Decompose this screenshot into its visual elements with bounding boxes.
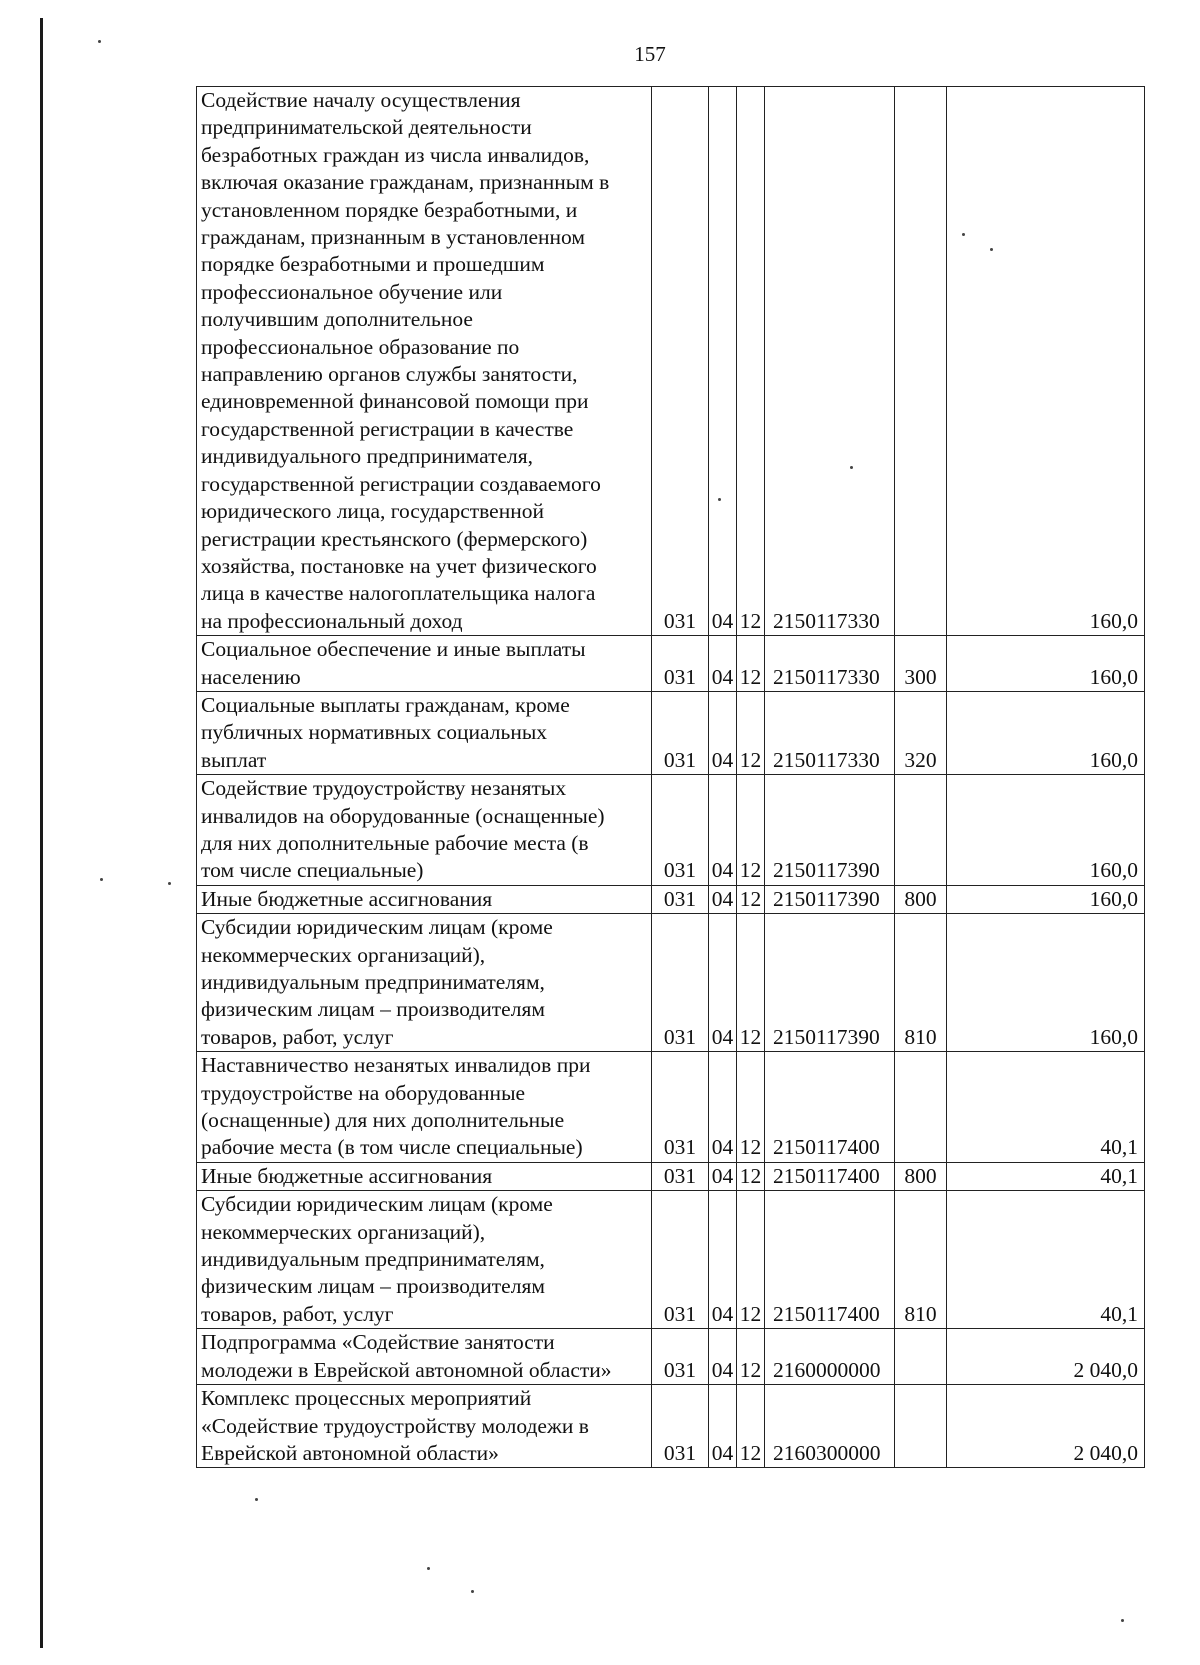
expense-type-cell: 810 (895, 914, 947, 1052)
section-code-cell: 04 (709, 1329, 737, 1385)
amount-cell: 160,0 (947, 636, 1145, 692)
amount-cell: 160,0 (947, 691, 1145, 774)
target-article-cell: 2150117330 (765, 691, 895, 774)
target-article-cell: 2150117330 (765, 636, 895, 692)
ministry-code-cell: 031 (652, 885, 709, 913)
subsection-code-cell: 12 (737, 691, 765, 774)
table-row (197, 914, 1145, 1052)
table-row (197, 1052, 1145, 1163)
table-row (197, 885, 1145, 913)
target-article-cell: 2150117330 (765, 87, 895, 636)
expense-type-cell: 320 (895, 691, 947, 774)
amount-cell: 40,1 (947, 1191, 1145, 1329)
scan-speck (1121, 1619, 1124, 1622)
ministry-code-cell: 031 (652, 636, 709, 692)
amount-cell: 40,1 (947, 1162, 1145, 1190)
ministry-code-cell: 031 (652, 691, 709, 774)
target-article-cell: 2150117400 (765, 1052, 895, 1163)
row-name-cell: Социальное обеспечение и иные выплаты населению (197, 636, 652, 692)
subsection-code-cell: 12 (737, 1191, 765, 1329)
expense-type-cell: 300 (895, 636, 947, 692)
section-code-cell: 04 (709, 87, 737, 636)
expense-type-cell: 800 (895, 1162, 947, 1190)
subsection-code-cell: 12 (737, 1329, 765, 1385)
subsection-code-cell: 12 (737, 1162, 765, 1190)
scan-speck (427, 1567, 430, 1570)
budget-table (196, 86, 1145, 1468)
page-number: 157 (634, 42, 666, 66)
row-name-cell: Подпрограмма «Содействие занятости молодежи в Еврейской автономной области» (197, 1329, 652, 1385)
scan-speck (718, 498, 721, 501)
ministry-code-cell: 031 (652, 1162, 709, 1190)
row-name-cell: Субсидии юридическим лицам (кроме некоммерческих организаций), индивидуальным предпринимателям, физическим лицам – производителям товаров, работ, услуг (197, 1191, 652, 1329)
subsection-code-cell: 12 (737, 87, 765, 636)
scan-speck (962, 233, 965, 236)
scan-speck (100, 878, 103, 881)
table-row (197, 1162, 1145, 1190)
ministry-code-cell: 031 (652, 1385, 709, 1468)
target-article-cell: 2150117390 (765, 775, 895, 886)
expense-type-cell: 800 (895, 885, 947, 913)
row-name-cell: Комплекс процессных мероприятий «Содействие трудоустройству молодежи в Еврейской автономной области» (197, 1385, 652, 1468)
target-article-cell: 2160000000 (765, 1329, 895, 1385)
target-article-cell: 2150117390 (765, 914, 895, 1052)
target-article-cell: 2160300000 (765, 1385, 895, 1468)
subsection-code-cell: 12 (737, 1385, 765, 1468)
amount-cell: 160,0 (947, 775, 1145, 886)
ministry-code-cell: 031 (652, 1329, 709, 1385)
section-code-cell: 04 (709, 914, 737, 1052)
ministry-code-cell: 031 (652, 1052, 709, 1163)
section-code-cell: 04 (709, 636, 737, 692)
subsection-code-cell: 12 (737, 914, 765, 1052)
table-row (197, 1329, 1145, 1385)
scan-speck (990, 248, 993, 251)
scan-speck (168, 882, 171, 885)
target-article-cell: 2150117390 (765, 885, 895, 913)
section-code-cell: 04 (709, 885, 737, 913)
table-row (197, 87, 1145, 636)
subsection-code-cell: 12 (737, 775, 765, 886)
section-code-cell: 04 (709, 691, 737, 774)
scan-edge-line (40, 18, 43, 1648)
amount-cell: 160,0 (947, 885, 1145, 913)
expense-type-cell (895, 1385, 947, 1468)
amount-cell: 160,0 (947, 87, 1145, 636)
scan-speck (255, 1498, 258, 1501)
subsection-code-cell: 12 (737, 636, 765, 692)
target-article-cell: 2150117400 (765, 1162, 895, 1190)
table-row (197, 691, 1145, 774)
scan-speck (850, 466, 853, 469)
section-code-cell: 04 (709, 1191, 737, 1329)
ministry-code-cell: 031 (652, 87, 709, 636)
ministry-code-cell: 031 (652, 914, 709, 1052)
section-code-cell: 04 (709, 1052, 737, 1163)
target-article-cell: 2150117400 (765, 1191, 895, 1329)
ministry-code-cell: 031 (652, 775, 709, 886)
amount-cell: 40,1 (947, 1052, 1145, 1163)
row-name-cell: Иные бюджетные ассигнования (197, 1162, 652, 1190)
subsection-code-cell: 12 (737, 885, 765, 913)
table-row (197, 636, 1145, 692)
expense-type-cell (895, 1052, 947, 1163)
row-name-cell: Содействие началу осуществления предпринимательской деятельности безработных граждан из числа инвалидов, включая оказание гражданам, признанным в установленном порядке безработными, и гражданам, признанным в установленном порядке безработными и прошедшим профессиональное обучение или получившим дополнительное профессиональное образование по направлению органов службы занятости, единовременной финансовой помощи при государственной регистрации в качестве индивидуального предпринимателя, государственной регистрации создаваемого юридического лица, государственной регистрации крестьянского (фермерского) хозяйства, постановке на учет физического лица в качестве налогоплательщика налога на профессиональный доход (197, 87, 652, 636)
expense-type-cell: 810 (895, 1191, 947, 1329)
amount-cell: 160,0 (947, 914, 1145, 1052)
scan-speck (471, 1590, 474, 1593)
row-name-cell: Субсидии юридическим лицам (кроме некоммерческих организаций), индивидуальным предпринимателям, физическим лицам – производителям товаров, работ, услуг (197, 914, 652, 1052)
row-name-cell: Иные бюджетные ассигнования (197, 885, 652, 913)
subsection-code-cell: 12 (737, 1052, 765, 1163)
row-name-cell: Социальные выплаты гражданам, кроме публичных нормативных социальных выплат (197, 691, 652, 774)
row-name-cell: Наставничество незанятых инвалидов при трудоустройстве на оборудованные (оснащенные) для них дополнительные рабочие места (в том числе специальные) (197, 1052, 652, 1163)
expense-type-cell (895, 775, 947, 886)
expense-type-cell (895, 87, 947, 636)
section-code-cell: 04 (709, 1385, 737, 1468)
scan-speck (98, 40, 101, 43)
table-row (197, 775, 1145, 886)
table-row (197, 1385, 1145, 1468)
table-row (197, 1191, 1145, 1329)
amount-cell: 2 040,0 (947, 1385, 1145, 1468)
expense-type-cell (895, 1329, 947, 1385)
section-code-cell: 04 (709, 1162, 737, 1190)
ministry-code-cell: 031 (652, 1191, 709, 1329)
amount-cell: 2 040,0 (947, 1329, 1145, 1385)
section-code-cell: 04 (709, 775, 737, 886)
row-name-cell: Содействие трудоустройству незанятых инвалидов на оборудованные (оснащенные) для них дополнительные рабочие места (в том числе специальные) (197, 775, 652, 886)
